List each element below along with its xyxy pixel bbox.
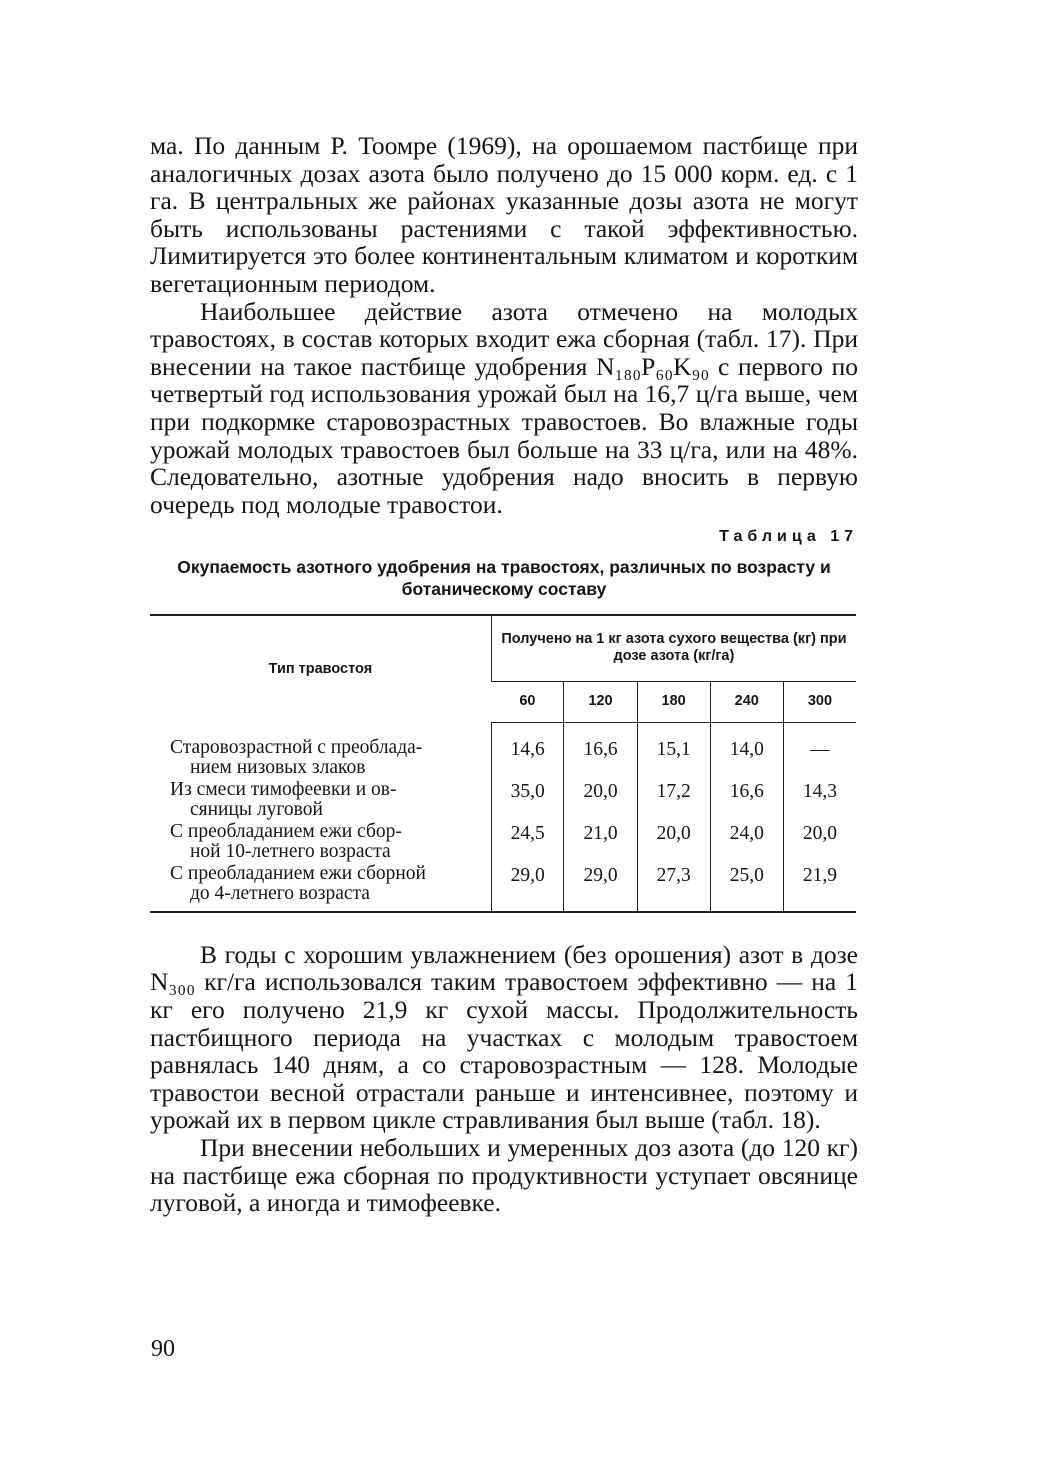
cell-value: 24,0 [729,822,764,844]
cell-value: 16,6 [583,738,618,760]
cell-value: 20,0 [802,822,837,844]
cell-value: 14,6 [510,738,545,760]
cell-value: 29,0 [583,864,618,886]
dose-header: 300 [783,681,856,722]
cell-value: 27,3 [656,864,691,886]
column-header-type: Тип травостоя [268,660,373,677]
page-body [150,132,858,1217]
table-row [170,738,479,780]
paragraph-3: В годы с хорошим увлажнением (без орошения) азот в дозе N₃₀₀ кг/га использовался таким травостоем эффективно — на 1 кг его получено 21,9 кг сухой массы. Продолжительность пастбищного периода на участках с молодым травостоем равнялась 140 дням, а со старовозрастным — 128. Молодые травостои весной отрастали раньше и интенсивнее, поэтому и урожай их в первом цикле стравливания был выше (табл. 18). [150,939,858,1135]
row-name-line1: С преобладанием ежи сбор- [170,821,402,843]
row-name-line2: ной 10-летнего возраста [190,840,391,862]
dose-header: 120 [564,681,637,722]
table-row [170,822,479,864]
cell-value: 24,5 [510,822,545,844]
paragraph-4: При внесении небольших и умеренных доз азота (до 120 кг) на пастбище ежа сборная по продуктивности уступает овсянице луговой, а иногда и тимофеевке. [150,1132,858,1218]
column-dose-120 [564,722,637,912]
table-row [170,864,479,906]
cell-value: 21,9 [802,864,837,886]
cell-value: 20,0 [583,780,618,802]
table-label: Таблица 17 [719,528,858,546]
dose-header: 180 [637,681,710,722]
cell-value: 17,2 [656,780,691,802]
row-name-line2: сяницы луговой [190,798,323,820]
cell-value: 35,0 [510,780,545,802]
cell-value: 16,6 [729,780,764,802]
cell-value: 14,0 [729,738,764,760]
row-name-line1: Из смеси тимофеевки и ов- [170,779,397,801]
cell-value: 21,0 [583,822,618,844]
column-dose-300 [783,722,856,912]
column-dose-60 [491,722,564,912]
dose-header: 240 [710,681,783,722]
cell-value: 14,3 [802,780,837,802]
paragraph-1: ма. По данным Р. Тоомре (1969), на орошаемом пастбище при аналогичных дозах азота было получено до 15 000 корм. ед. с 1 га. В центральных же районах указанные дозы азота не могут быть использованы растениями с такой эффективностью. Лимитируется это более континентальным климатом и коротким вегетационным периодом. [150,131,858,298]
page-number: 90 [151,1336,175,1362]
column-dose-240 [710,722,783,912]
column-header-group: Получено на 1 кг азота сухого вещества (кг) при дозе азота (кг/га) [491,615,856,681]
dose-header: 60 [491,681,564,722]
row-name-line2: до 4-летнего возраста [190,882,370,904]
column-dose-180 [637,722,710,912]
cell-value: — [810,738,830,760]
data-table [150,614,856,913]
cell-value: 20,0 [656,822,691,844]
paragraph-2: Наибольшее действие азота отмечено на молодых травостоях, в состав которых входит ежа сборная (табл. 17). При внесении на такое пастбище удобрения N₁₈₀P₆₀K₉₀ с первого по четвертый год использования урожай был на 16,7 ц/га выше, чем при подкормке старовозрастных травостоев. Во влажные годы урожай молодых травостоев был больше на 33 ц/га, или на 48%. Следовательно, азотные удобрения надо вносить в первую очередь под молодые травостои. [150,296,858,519]
cell-value: 15,1 [656,738,691,760]
table-row [170,780,479,822]
row-name-line2: нием низовых злаков [190,756,366,778]
row-name-line1: С преобладанием ежи сборной [170,863,426,885]
cell-value: 29,0 [510,864,545,886]
table-body-row [150,722,856,912]
table-title: Окупаемость азотного удобрения на травостоях, различных по возрасту и ботаническому составу [177,557,831,600]
row-names [150,722,491,912]
cell-value: 25,0 [729,864,764,886]
row-name-line1: Старовозрастной с преоблада- [170,737,423,759]
